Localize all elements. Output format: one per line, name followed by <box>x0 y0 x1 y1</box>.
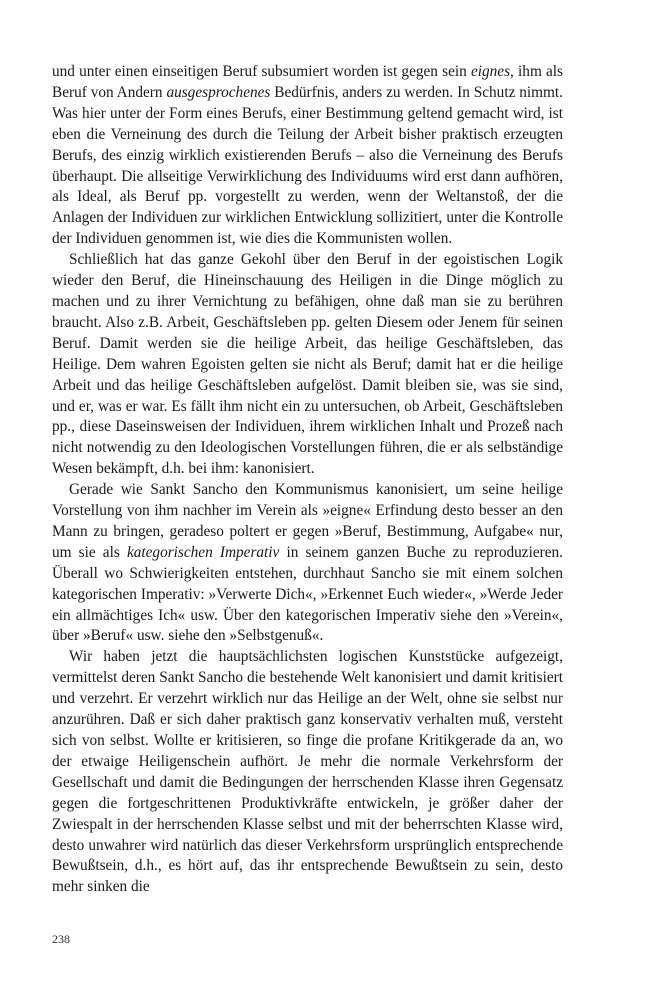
italic-text: ausgesprochenes <box>166 83 271 101</box>
page-number: 238 <box>52 932 70 946</box>
paragraph <box>52 480 563 647</box>
text-run: und unter einen einseitigen Beruf subsumiert worden ist gegen sein <box>52 63 471 80</box>
text-run: in seinem ganzen Buche zu reproduzieren. Überall wo Schwierigkeiten entstehen, durchhaut Sancho sie mit einem solchen kategorischen Imperativ: »Verwerte Dich«, »Erkennet Euch wieder«, »Werde Jeder ein allmächtiges Ich« usw. Über den kategorischen Imperativ siehe den »Verein«, über »Beruf« usw. siehe den »Selbstgenuß«. <box>52 543 563 645</box>
italic-text: eignes <box>470 63 511 80</box>
body-text <box>52 62 563 898</box>
text-run: Gerade wie Sankt Sancho den Kommunismus kanonisiert, um seine heilige Vorstellung von ihm nachher im Verein als »eigne« Erfindung desto besser an den Mann zu bringen, geradeso poltert er gegen »Beruf, Bestimmung, Aufgabe« nur, um sie als <box>52 481 563 561</box>
paragraph <box>52 647 563 898</box>
text-run: Bedürfnis, anders zu werden. In Schutz nimmt. Was hier unter der Form eines Berufs, einer Bestimmung geltend gemacht wird, ist eben die Verneinung des durch die Teilung der Arbeit bisher praktisch erzeugten Berufs, des einzig wirklich existierenden Berufs – also die Verneinung des Berufs überhaupt. Die allseitige Verwirklichung des Individuums wird erst dann aufhören, als Ideal, als Beruf pp. vorgestellt zu werden, wenn der Weltanstoß, der die Anlagen der Individuen zur wirklichen Entwicklung sollizitiert, unter die Kontrolle der Individuen genommen ist, wie dies die Kommunisten wollen. <box>52 83 563 248</box>
text-run: , ihm als Beruf von Andern <box>52 63 564 101</box>
paragraph <box>52 62 563 250</box>
italic-text: kategorischen Imperativ <box>126 543 280 561</box>
paragraph <box>52 250 563 480</box>
text-run: Schließlich hat das ganze Gekohl über den Beruf in der egoistischen Logik wieder den Beruf, die Hineinschauung des Heiligen in die Dinge möglich zu machen und zu ihrer Vernichtung zu befähigen, ohne daß man sie zu berühren braucht. Also z.B. Arbeit, Geschäftsleben pp. gelten Diesem oder Jenem für seinen Beruf. Damit werden sie die heilige Arbeit, das heilige Geschäftsleben, das Heilige. Dem wahren Egoisten gelten sie nicht als Beruf; damit hat er die heilige Arbeit und das heilige Geschäftsleben aufgelöst. Damit bleiben sie, was sie sind, und er, was er war. Es fällt ihm nicht ein zu untersuchen, ob Arbeit, Geschäftsleben pp., diese Daseinsweisen der Individuen, ihrem wirklichen Inhalt und Prozeß nach nicht notwendig zu den Ideologischen Vorstellungen führen, die er als selbständige Wesen bekämpft, d.h. bei ihm: kanonisiert. <box>52 251 563 478</box>
text-run: Wir haben jetzt die hauptsächlichsten logischen Kunststücke aufgezeigt, vermittelst deren Sankt Sancho die bestehende Welt kanonisiert und damit kritisiert und verzehrt. Er verzehrt wirklich nur das Heilige an der Welt, ohne sie selbst nur anzurühren. Daß er sich daher praktisch ganz konservativ verhalten muß, versteht sich von selbst. Wollte er kritisieren, so finge die profane Kritikgerade da an, wo der etwaige Heiligenschein aufhört. Je mehr die normale Verkehrsform der Gesellschaft und damit die Bedingungen der herrschenden Klasse ihren Gegensatz gegen die fortgeschrittenen Produktivkräfte entwickeln, je größer daher der Zwiespalt in der herrschenden Klasse selbst und mit der beherrschten Klasse wird, desto unwahrer wird natürlich das dieser Verkehrsform ursprünglich entsprechende Bewußtsein, d.h., es hört auf, das ihr entsprechende Bewußtsein zu sein, desto mehr sinken die <box>52 648 563 896</box>
